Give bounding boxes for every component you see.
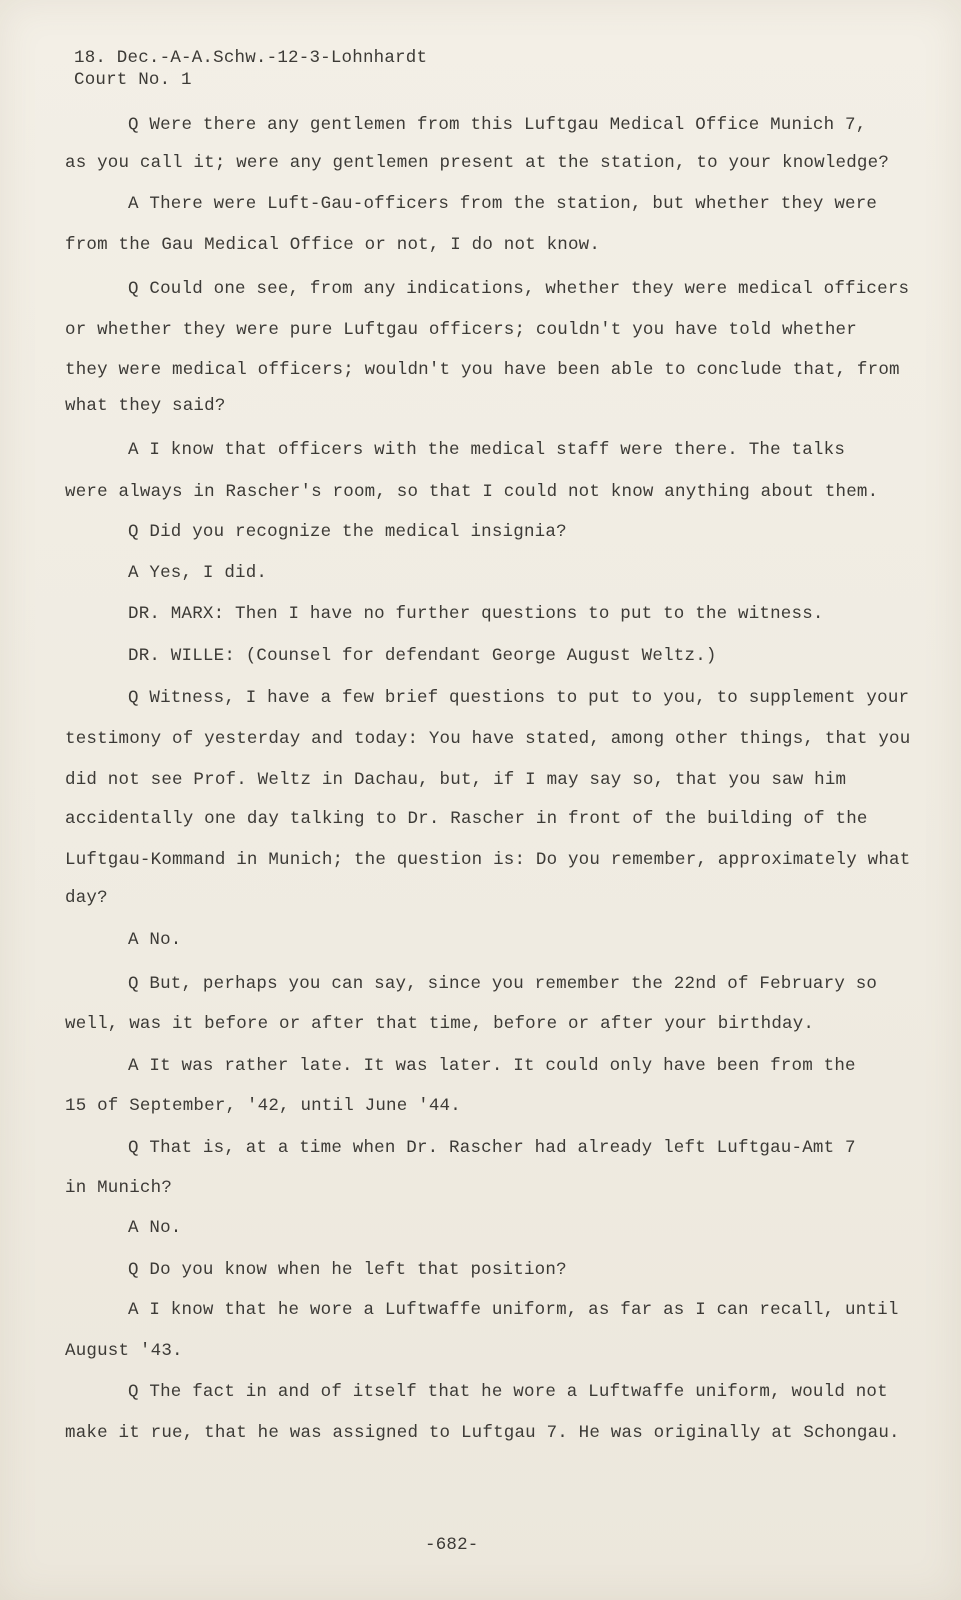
transcript-line: A I know that officers with the medical staff were there. The talks [128, 440, 846, 460]
transcript-line: did not see Prof. Weltz in Dachau, but, if I may say so, that you saw him [65, 770, 847, 790]
transcript-line: A Yes, I did. [128, 563, 268, 583]
transcript-line: Q Could one see, from any indications, whether they were medical officers [128, 279, 910, 299]
transcript-line: Q But, perhaps you can say, since you remember the 22nd of February so [128, 974, 878, 994]
page-number: -682- [425, 1535, 479, 1555]
court-number: Court No. 1 [74, 70, 192, 90]
transcript-line: Luftgau-Kommand in Munich; the question is: Do you remember, approximately what [65, 850, 911, 870]
transcript-line: day? [65, 888, 108, 908]
transcript-line: A It was rather late. It was later. It could only have been from the [128, 1056, 856, 1076]
transcript-line: A There were Luft-Gau-officers from the station, but whether they were [128, 194, 878, 214]
document-reference: 18. Dec.-A-A.Schw.-12-3-Lohnhardt [74, 48, 428, 68]
transcript-line: A No. [128, 930, 182, 950]
transcript-line: as you call it; were any gentlemen present at the station, to your knowledge? [65, 153, 890, 173]
transcript-line: A I know that he wore a Luftwaffe uniform, as far as I can recall, until [128, 1300, 899, 1320]
transcript-line: August '43. [65, 1341, 183, 1361]
transcript-line: DR. WILLE: (Counsel for defendant George August Weltz.) [128, 646, 717, 666]
transcript-line: DR. MARX: Then I have no further questions to put to the witness. [128, 604, 824, 624]
transcript-line: they were medical officers; wouldn't you have been able to conclude that, from [65, 360, 900, 380]
transcript-line: A No. [128, 1218, 182, 1238]
transcript-line: well, was it before or after that time, before or after your birthday. [65, 1014, 815, 1034]
transcript-line: Q Witness, I have a few brief questions to put to you, to supplement your [128, 688, 910, 708]
transcript-line: or whether they were pure Luftgau officers; couldn't you have told whether [65, 320, 857, 340]
transcript-line: from the Gau Medical Office or not, I do not know. [65, 235, 601, 255]
transcript-line: 15 of September, '42, until June '44. [65, 1096, 461, 1116]
transcript-line: accidentally one day talking to Dr. Rascher in front of the building of the [65, 809, 868, 829]
transcript-line: in Munich? [65, 1178, 173, 1198]
transcript-line: make it rue, that he was assigned to Luftgau 7. He was originally at Schongau. [65, 1423, 900, 1443]
transcript-line: Q The fact in and of itself that he wore a Luftwaffe uniform, would not [128, 1382, 888, 1402]
transcript-line: Q That is, at a time when Dr. Rascher had already left Luftgau-Amt 7 [128, 1138, 856, 1158]
transcript-line: Q Do you know when he left that position? [128, 1260, 567, 1280]
transcript-line: Q Were there any gentlemen from this Luftgau Medical Office Munich 7, [128, 115, 867, 135]
transcript-line: Q Did you recognize the medical insignia? [128, 522, 567, 542]
transcript-line: what they said? [65, 396, 226, 416]
transcript-line: were always in Rascher's room, so that I could not know anything about them. [65, 482, 879, 502]
transcript-line: testimony of yesterday and today: You have stated, among other things, that you [65, 729, 911, 749]
